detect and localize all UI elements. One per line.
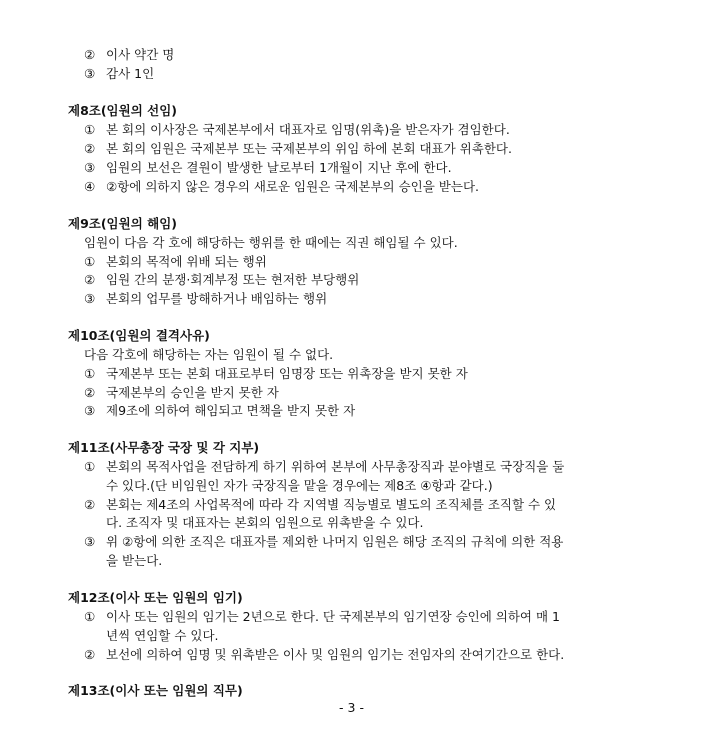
- item-text: 본회의 목적사업을 전담하게 하기 위하여 본부에 사무총장직과 분야별로 국장직을 둘: [106, 459, 565, 474]
- list-item: [84, 384, 279, 402]
- item-text: 본 회의 이사장은 국제본부에서 대표자로 임명(위촉)을 받은자가 겸임한다.: [106, 122, 510, 137]
- list-item: [84, 253, 267, 271]
- list-item: [84, 271, 359, 289]
- item-marker: ③: [84, 160, 96, 175]
- item-marker: ②: [84, 497, 96, 512]
- item-text: 본회의 목적에 위배 되는 행위: [106, 254, 267, 269]
- item-continuation: 년씩 연임할 수 있다.: [106, 628, 219, 643]
- item-marker: ①: [84, 366, 96, 381]
- item-text: 보선에 의하여 임명 및 위촉받은 이사 및 임원의 임기는 전임자의 잔여기간으로 한다.: [106, 647, 565, 662]
- article-heading: 제8조(임원의 선임): [68, 103, 178, 118]
- list-item: [84, 140, 512, 158]
- article-heading: 제10조(임원의 결격사유): [68, 328, 210, 343]
- item-text: 위 ②항에 의한 조직은 대표자를 제외한 나머지 임원은 해당 조직의 규칙에 의한 적용: [106, 534, 564, 549]
- page-number: - 3 -: [339, 700, 364, 715]
- item-marker: ①: [84, 122, 96, 137]
- list-item: [84, 646, 564, 664]
- list-item: [84, 290, 327, 308]
- list-item: [84, 121, 510, 139]
- item-text: 본회의 업무를 방해하거나 배임하는 행위: [106, 291, 328, 306]
- item-marker: ②: [84, 141, 96, 156]
- item-text: 임원의 보선은 결원이 발생한 날로부터 1개월이 지난 후에 한다.: [106, 160, 452, 175]
- item-marker: ③: [84, 66, 96, 81]
- list-item: [84, 365, 468, 383]
- item-marker: ③: [84, 291, 96, 306]
- item-text: 본회는 제4조의 사업목적에 따라 각 지역별 직능별로 별도의 조직체를 조직할 수 있: [106, 497, 557, 512]
- item-marker: ②: [84, 385, 96, 400]
- article-heading: 제12조(이사 또는 임원의 임기): [68, 590, 243, 605]
- item-marker: ③: [84, 534, 96, 549]
- article-intro: 임원이 다음 각 호에 해당하는 행위를 한 때에는 직권 해임될 수 있다.: [84, 235, 458, 250]
- item-text: 국제본부의 승인을 받지 못한 자: [106, 385, 279, 400]
- list-item: [84, 496, 556, 514]
- item-text: 이사 약간 명: [106, 47, 175, 62]
- item-text: 국제본부 또는 본회 대표로부터 임명장 또는 위촉장을 받지 못한 자: [106, 366, 468, 381]
- item-marker: ②: [84, 272, 96, 287]
- item-text: 이사 또는 임원의 임기는 2년으로 한다. 단 국제본부의 임기연장 승인에 의하여 매 1: [106, 609, 560, 624]
- item-marker: ①: [84, 459, 96, 474]
- item-marker: ④: [84, 179, 96, 194]
- item-marker: ③: [84, 403, 96, 418]
- item-marker: ②: [84, 647, 96, 662]
- item-continuation: 수 있다.(단 비임원인 자가 국장직을 맡을 경우에는 제8조 ④항과 같다.): [106, 478, 493, 493]
- item-text: ②항에 의하지 않은 경우의 새로운 임원은 국제본부의 승인을 받는다.: [106, 179, 479, 194]
- item-marker: ①: [84, 254, 96, 269]
- item-continuation: 을 받는다.: [106, 553, 163, 568]
- list-item: [84, 458, 564, 476]
- item-marker: ②: [84, 47, 96, 62]
- item-marker: ①: [84, 609, 96, 624]
- list-item: [84, 65, 154, 83]
- article-heading: 제13조(이사 또는 임원의 직무): [68, 683, 243, 698]
- article-heading: 제9조(임원의 해임): [68, 216, 178, 231]
- list-item: [84, 178, 479, 196]
- item-text: 본 회의 임원은 국제본부 또는 국제본부의 위임 하에 본회 대표가 위촉한다.: [106, 141, 512, 156]
- list-item: [84, 402, 355, 420]
- article-intro: 다음 각호에 해당하는 자는 임원이 될 수 없다.: [84, 347, 334, 362]
- item-text: 감사 1인: [106, 66, 155, 81]
- article-heading: 제11조(사무총장 국장 및 각 지부): [68, 440, 260, 455]
- list-item: [84, 159, 452, 177]
- list-item: [84, 533, 563, 551]
- list-item: [84, 608, 560, 626]
- item-text: 임원 간의 분쟁·회계부정 또는 현저한 부당행위: [106, 272, 360, 287]
- list-item: [84, 46, 174, 64]
- item-continuation: 다. 조직자 및 대표자는 본회의 임원으로 위촉받을 수 있다.: [106, 515, 424, 530]
- item-text: 제9조에 의하여 해임되고 면책을 받지 못한 자: [106, 403, 356, 418]
